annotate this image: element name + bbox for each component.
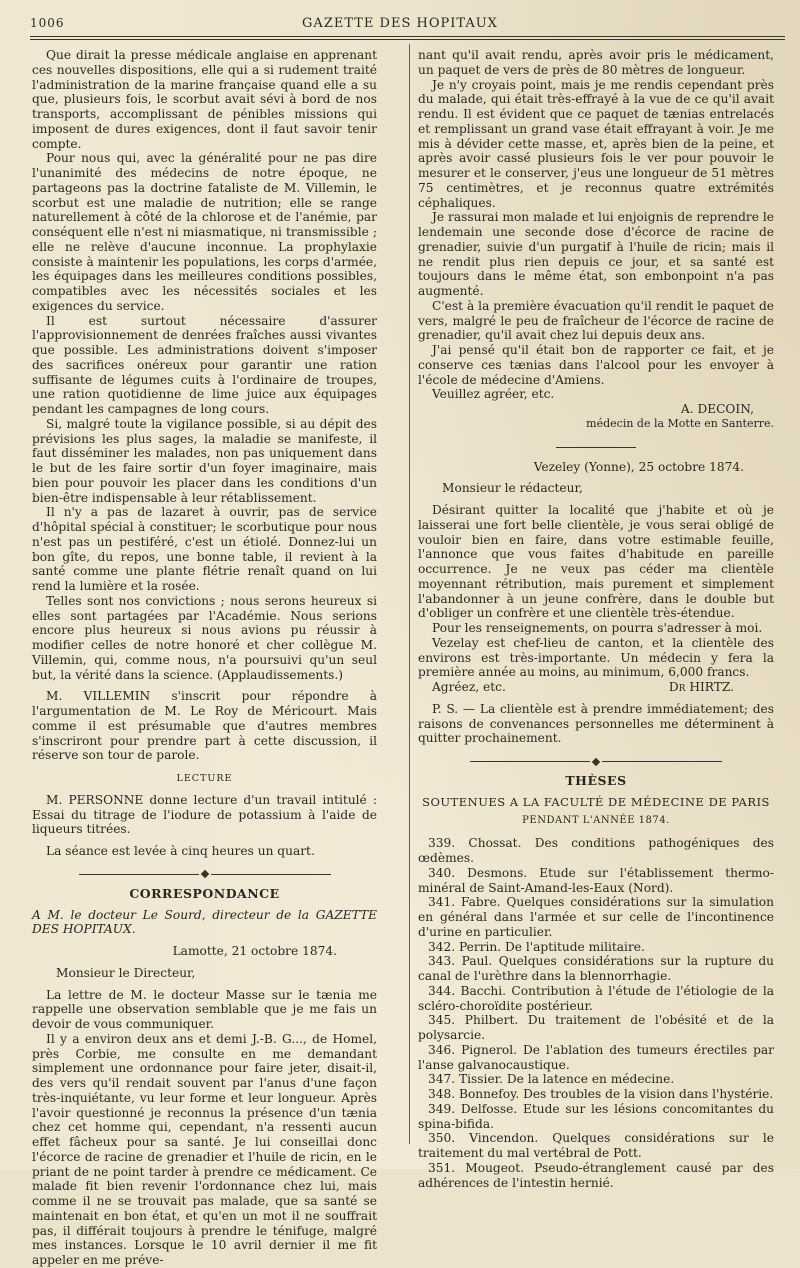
header-rule-double [30, 39, 785, 40]
paragraph: Désirant quitter la localité que j'habite et où je laisserai une fort belle clientèle, je vous serai obligé de vouloir bien en faire, dans votre estimable feuille, l'annonce que vous faites d'habitude en pareille occurrence. Je ne veux pas céder ma clientèle moyennant rétribution, mais purement et simplement l'abandonner à un jeune confrère, dans le double but d'obliger un confrère et une clientèle très-étendue. [418, 503, 774, 621]
thesis-item: 346. Pignerol. De l'ablation des tumeurs érectiles par l'anse galvanocaustique. [418, 1042, 774, 1072]
signature-name: Dr HIRTZ. [668, 680, 734, 694]
paragraph: C'est à la première évacuation qu'il rendit le paquet de vers, malgré le peu de fraîcheur de l'écorce de racine de grenadier, qu'il avait chez lui depuis deux ans. [418, 298, 774, 343]
paragraph: Si, malgré toute la vigilance possible, si au dépit des prévisions les plus sages, la maladie se manifeste, il faut disséminer les malades, non pas uniquement dans le but de les faire sortir d'un foyer imaginaire, mais bien pour pouvoir les placer dans les conditions d'un bien-être indispensable à leur rétablissement. [32, 416, 377, 505]
thesis-item: 342. Perrin. De l'aptitude militaire. [428, 939, 645, 954]
theses-heading: THÈSES [565, 773, 627, 788]
thesis-item: 348. Bonnefoy. Des troubles de la vision dans l'hystérie. [428, 1087, 774, 1101]
thesis-item: 344. Bacchi. Contribution à l'étude de l'étiologie de la scléro-choroïdite postérieur. [418, 983, 774, 1013]
paragraph: M. VILLEMIN s'inscrit pour répondre à l'argumentation de M. Le Roy de Méricourt. Mais comme il est présumable que d'autres membres s'inscriront pour prendre part à cette discussion, il réserve son tour de parole. [32, 689, 377, 763]
lecture-heading: LECTURE [176, 773, 233, 784]
signature-name: A. DECOIN, [680, 402, 754, 416]
paragraph: Telles sont nos convictions ; nous serons heureux si elles sont partagées par l'Académie. Nous serions encore plus heureux si nous avions pu réussir à modifier celles de notre honoré et cher collègue M. Villemin, qui, comme nous, n'a poursuivi qu'un seul but, la vérité dans la science. (Applaudissements.) [32, 593, 377, 682]
section-ornament [32, 867, 377, 879]
thesis-item: 339. Chossat. Des conditions pathogéniques des œdèmes. [418, 836, 774, 865]
letter-addressee: A M. le docteur Le Sourd, directeur de la GAZETTE DES HOPITAUX. [32, 907, 377, 937]
thesis-item: 343. Paul. Quelques considérations sur la rupture du canal de l'urèthre dans la blennorrhagie. [418, 954, 774, 983]
thesis-item: 341. Fabre. Quelques considérations sur la simulation en général dans l'armée et sur celle de l'incontinence d'urine en particulier. [418, 895, 774, 939]
letter-salutation: Monsieur le Directeur, [56, 965, 196, 980]
paragraph: nant qu'il avait rendu, après avoir pris le médicament, un paquet de vers de près de 80 mètres de longueur. [418, 48, 774, 77]
paragraph: M. PERSONNE donne lecture d'un travail intitulé : Essai du titrage de l'iodure de potassium à l'aide de liqueurs titrées. [32, 792, 377, 837]
right-column [418, 48, 774, 1190]
postscript: P. S. — La clientèle est à prendre immédiatement; des raisons de convenances personnelles me déterminent à quitter prochainement. [418, 701, 774, 746]
section-ornament [418, 754, 774, 766]
letter-dateline: Vezeley (Yonne), 25 octobre 1874. [533, 459, 744, 474]
column-divider [409, 44, 410, 1144]
paragraph: J'ai pensé qu'il était bon de rapporter ce fait, et je conserve ces tænias dans l'alcool pour les envoyer à l'école de médecine d'Amiens. [418, 343, 774, 387]
header-rule [30, 36, 785, 37]
signature-title: médecin de la Motte en Santerre. [586, 416, 774, 430]
closing-formula: Agréez, etc. [432, 680, 506, 694]
section-ornament [418, 440, 774, 452]
paragraph: Pour les renseignements, on pourra s'adresser à moi. [432, 621, 763, 635]
paragraph: Il est surtout nécessaire d'assurer l'approvisionnement de denrées fraîches aussi vivantes que possible. Les administrations doivent s'imposer des sacrifices onéreux pour garantir une ration suffisante de légumes cuits à l'ordinaire de troupes, une ration quotidienne de lime juice aux équipages pendant les campagnes de long cours. [32, 313, 377, 416]
theses-subheading: SOUTENUES A LA FACULTÉ DE MÉDECINE DE PARIS [422, 794, 770, 809]
paragraph: Je rassurai mon malade et lui enjoignis de reprendre le lendemain une seconde dose d'écorce de racine de grenadier, suivie d'un purgatif à l'huile de ricin; mais il ne rendit plus rien depuis ce jour, et sa santé est toujours dans le même état, son embonpoint n'a pas augmenté. [418, 210, 774, 298]
paragraph: Vezelay est chef-lieu de canton, et la clientèle des environs est très-importante. Un médecin y fera la première année au moins, au minimum, 6,000 francs. [418, 635, 774, 680]
correspondance-heading: CORRESPONDANCE [129, 885, 280, 901]
paragraph: Je n'y croyais point, mais je me rendis cependant près du malade, qui était très-effrayé à la vue de ce qu'il avait rendu. Il est évident que ce paquet de tænias entrelacés et remplissant un grand vase était effrayant à voir. Je me mis à dévider cette masse, et, après bien de la peine, et après avoir cassé plusieurs fois le ver pour pouvoir le mesurer et le conserver, j'eus une longueur de 51 mètres 75 centimètres, et je reconnus quatre extrémités céphaliques. [418, 77, 774, 210]
left-column [32, 48, 377, 1268]
thesis-item: 345. Philbert. Du traitement de l'obésité et de la polysarcie. [418, 1013, 774, 1042]
paragraph: Que dirait la presse médicale anglaise en apprenant ces nouvelles dispositions, elle qui a si rudement traité l'administration de la marine française quand elle a su que, plusieurs fois, le scorbut avait sévi à bord de nos transports, accomplissant de pénibles missions qui imposent de dures exigences, dont il faut savoir tenir compte. [32, 48, 377, 151]
paragraph: Pour nous qui, avec la généralité pour ne pas dire l'unanimité des médecins de notre époque, ne partageons pas la doctrine fataliste de M. Villemin, le scorbut est une maladie de nutrition; elle se range naturellement à côté de la chlorose et de l'anémie, par conséquent elle n'est ni miasmatique, ni transmissible ; elle ne relève d'aucune inconnue. La prophylaxie consiste à maintenir les populations, les corps d'armée, les équipages dans les meilleures conditions possibles, compatibles avec les nécessités sociales et les exigences du service. [32, 151, 377, 313]
thesis-item: 351. Mougeot. Pseudo-étranglement causé par des adhérences de l'intestin hernié. [418, 1160, 774, 1190]
paragraph: Veuillez agréer, etc. [432, 387, 555, 402]
theses-year: PENDANT L'ANNÉE 1874. [522, 814, 670, 826]
thesis-item: 347. Tissier. De la latence en médecine. [428, 1072, 675, 1087]
paragraph: Il y a environ deux ans et demi J.-B. G..., de Homel, près Corbie, me consulte en me demandant simplement une ordonnance pour faire jeter, disait-il, des vers qu'il rendait souvent par l'anus d'une façon très-inquiétante, vu leur forme et leur longueur. Après l'avoir questionné je reconnus la présence d'un tænia chez cet homme qui, cependant, n'a ressenti aucun effet fâcheux pour sa santé. Je lui conseillai donc l'écorce de racine de grenadier et l'huile de ricin, en le priant de ne point tarder à prendre ce médicament. Ce malade fit bien revenir l'ordonnance chez lui, mais comme il ne se trouvait pas malade, que sa santé se maintenait en bon état, et qu'en un mot il ne souffrait pas, il différait toujours à prendre le ténifuge, malgré mes instances. Lorsque le 10 avril dernier il me fit appeler en me préve- [32, 1031, 377, 1267]
page-number: 1006 [30, 16, 65, 30]
paragraph: Il n'y a pas de lazaret à ouvrir, pas de service d'hôpital spécial à constituer; le scorbutique pour nous n'est pas un pestiféré, c'est un étiolé. Donnez-lui un bon gîte, du repos, une bonne table, il revient à la santé comme une plante flétrie renaît quand on lui rend la lumière et la rosée. [32, 505, 377, 593]
closing-line [418, 680, 774, 695]
paragraph: La séance est levée à cinq heures un quart. [46, 844, 315, 858]
thesis-item: 349. Delfosse. Etude sur les lésions concomitantes du spina-bifida. [418, 1101, 774, 1131]
thesis-item: 350. Vincendon. Quelques considérations sur le traitement du mal vertébral de Pott. [418, 1131, 774, 1160]
letter-salutation: Monsieur le rédacteur, [442, 481, 583, 496]
journal-title: GAZETTE DES HOPITAUX [302, 16, 498, 31]
paragraph: La lettre de M. le docteur Masse sur le tænia me rappelle une observation semblable que je me fais un devoir de vous communiquer. [32, 987, 377, 1031]
page-header [30, 16, 770, 34]
letter-dateline: Lamotte, 21 octobre 1874. [172, 944, 337, 958]
thesis-item: 340. Desmons. Etude sur l'établissement thermo-minéral de Saint-Amand-les-Eaux (Nord). [418, 865, 774, 895]
